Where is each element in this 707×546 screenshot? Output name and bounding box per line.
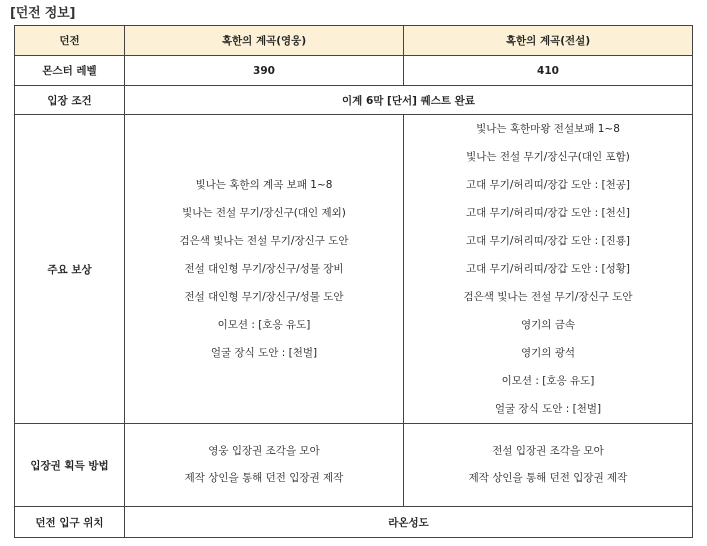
- reward-item: 이모션 : [호응 유도]: [501, 375, 595, 387]
- row-label-ticket-method: 입장권 획득 방법: [15, 424, 125, 507]
- reward-item: 이모션 : [호응 유도]: [217, 319, 311, 331]
- reward-item: 얼굴 장식 도안 : [천벌]: [494, 403, 602, 415]
- reward-item: 고대 무기/허리띠/장갑 도안 : [천신]: [465, 207, 630, 219]
- reward-item: 영기의 광석: [520, 347, 576, 359]
- ticket-line: 제작 상인을 통해 던전 입장권 제작: [468, 472, 628, 484]
- header-label: 던전: [15, 26, 125, 56]
- monster-level-heroic: 390: [125, 56, 404, 86]
- ticket-method-heroic: [125, 424, 404, 507]
- table-row: [15, 56, 693, 86]
- row-label-main-rewards: 주요 보상: [15, 115, 125, 424]
- ticket-method-legendary: [404, 424, 693, 507]
- header-legendary: 혹한의 계곡(전설): [404, 26, 693, 56]
- rewards-heroic: [125, 115, 404, 424]
- ticket-line: 제작 상인을 통해 던전 입장권 제작: [184, 472, 344, 484]
- reward-item: 빛나는 혹한의 계곡 보패 1~8: [195, 179, 333, 191]
- ticket-line: 영웅 입장권 조각을 모아: [208, 445, 320, 457]
- dungeon-location-value: 라온성도: [125, 507, 693, 538]
- table-row: [15, 507, 693, 538]
- reward-item: 고대 무기/허리띠/장갑 도안 : [천공]: [465, 179, 630, 191]
- reward-item: 빛나는 전설 무기/장신구(대인 제외): [182, 207, 346, 219]
- reward-item: 전설 대인형 무기/장신구/성물 도안: [184, 291, 344, 303]
- reward-item: 전설 대인형 무기/장신구/성물 장비: [184, 263, 344, 275]
- entry-condition-value: 이계 6막 [단서] 퀘스트 완료: [125, 86, 693, 115]
- reward-item: 검은색 빛나는 전설 무기/장신구 도안: [463, 291, 633, 303]
- reward-item: 고대 무기/허리띠/장갑 도안 : [진룡]: [465, 235, 630, 247]
- reward-item: 빛나는 혹한마왕 전설보패 1~8: [476, 123, 620, 135]
- section-title: [던전 정보]: [10, 6, 76, 21]
- header-heroic: 혹한의 계곡(영웅): [125, 26, 404, 56]
- rewards-legendary: [404, 115, 693, 424]
- table-row: [15, 86, 693, 115]
- monster-level-legendary: 410: [404, 56, 693, 86]
- table-row: [15, 115, 693, 424]
- reward-item: 빛나는 전설 무기/장신구(대인 포함): [466, 151, 630, 163]
- dungeon-info-table: [14, 25, 693, 538]
- reward-item: 영기의 금속: [520, 319, 576, 331]
- row-label-entry-condition: 입장 조건: [15, 86, 125, 115]
- reward-item: 고대 무기/허리띠/장갑 도안 : [성황]: [465, 263, 630, 275]
- ticket-line: 전설 입장권 조각을 모아: [492, 445, 604, 457]
- row-label-dungeon-location: 던전 입구 위치: [15, 507, 125, 538]
- row-label-monster-level: 몬스터 레벨: [15, 56, 125, 86]
- table-row: [15, 424, 693, 507]
- table-header-row: [15, 26, 693, 56]
- reward-item: 검은색 빛나는 전설 무기/장신구 도안: [179, 235, 349, 247]
- reward-item: 얼굴 장식 도안 : [천벌]: [210, 347, 318, 359]
